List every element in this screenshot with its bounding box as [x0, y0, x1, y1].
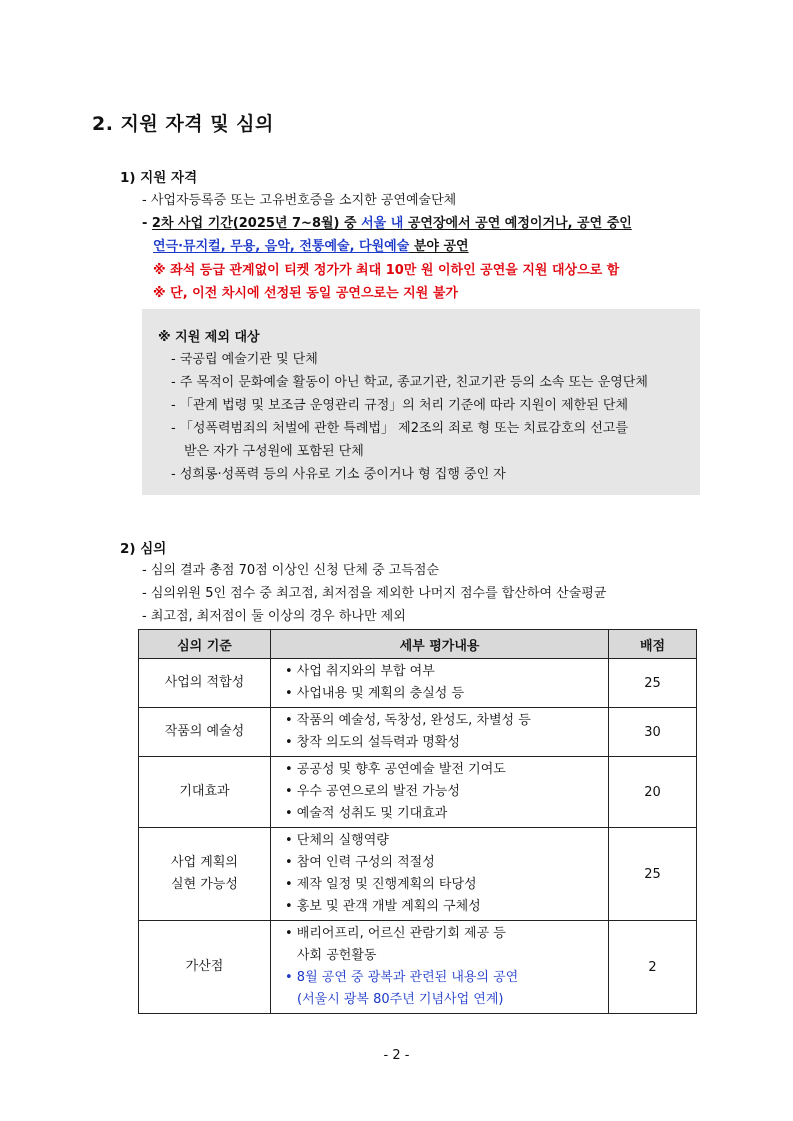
- table-row: [139, 757, 697, 828]
- exclusion-item: - 「성폭력범죄의 처벌에 관한 특례법」 제2조의 죄로 형 또는 치료감호의 선고를: [171, 421, 629, 436]
- criterion-text: 기대효과: [179, 784, 230, 799]
- header-criterion: 심의 기준: [139, 630, 271, 659]
- exclusion-title: ※ 지원 제외 대상: [158, 330, 260, 345]
- detail-item: • 사업 취지와의 부합 여부: [285, 664, 435, 679]
- detail-item: • 참여 인력 구성의 적절성: [285, 855, 435, 870]
- dash: -: [142, 216, 152, 231]
- details-cell: [271, 708, 609, 757]
- details-cell: [271, 659, 609, 708]
- review-line: - 심의 결과 총점 70점 이상인 신청 단체 중 고득점순: [142, 563, 440, 578]
- eligibility-line-3: [153, 235, 469, 254]
- exclusion-item: - 주 목적이 문화예술 활동이 아닌 학교, 종교기관, 친교기관 등의 소속 또는 운영단체: [171, 375, 648, 390]
- table-row: [139, 828, 697, 921]
- table-row: [139, 659, 697, 708]
- criterion-text: 사업 계획의: [171, 855, 238, 870]
- seoul-text: 서울 내: [361, 216, 404, 231]
- review-line: - 심의위원 5인 점수 중 최고점, 최저점을 제외한 나머지 점수를 합산하여 산술평균: [142, 586, 607, 601]
- criterion-text: 사업의 적합성: [164, 675, 245, 690]
- criteria-table: [138, 629, 697, 1014]
- header-score: 배점: [609, 630, 697, 659]
- table-row: [139, 708, 697, 757]
- review-line: - 최고점, 최저점이 둘 이상의 경우 하나만 제외: [142, 609, 406, 624]
- period-text-a: 2차 사업 기간(2025년 7~8월) 중: [151, 216, 362, 231]
- exclusion-item: - 「관계 법령 및 보조금 운영관리 규정」의 처리 기준에 따라 지원이 제한된 단체: [171, 398, 629, 413]
- criterion-cell: [139, 921, 271, 1014]
- details-cell: [271, 921, 609, 1014]
- genre-text: 연극·뮤지컬, 무용, 음악, 전통예술, 다원예술: [153, 239, 410, 254]
- detail-item: • 배리어프리, 어르신 관람기회 제공 등: [285, 926, 506, 941]
- detail-item-continued: 사회 공헌활동: [297, 948, 377, 963]
- period-text: [152, 216, 632, 231]
- criterion-text: 가산점: [185, 959, 224, 974]
- detail-item: • 예술적 성취도 및 기대효과: [285, 806, 448, 821]
- detail-item: • 단체의 실행역량: [285, 833, 389, 848]
- detail-item: • 작품의 예술성, 독창성, 완성도, 차별성 등: [285, 713, 531, 728]
- review-heading: 2) 심의: [120, 541, 167, 557]
- page-number: - 2 -: [383, 1048, 410, 1063]
- criterion-cell: [139, 828, 271, 921]
- header-details: 세부 평가내용: [271, 630, 609, 659]
- score-cell: 25: [609, 828, 697, 921]
- score-cell: 30: [609, 708, 697, 757]
- criterion-cell: [139, 659, 271, 708]
- eligibility-line-1: - 사업자등록증 또는 고유번호증을 소지한 공연예술단체: [142, 193, 457, 208]
- score-cell: 25: [609, 659, 697, 708]
- score-cell: 20: [609, 757, 697, 828]
- details-cell: [271, 757, 609, 828]
- detail-item: • 홍보 및 관객 개발 계획의 구체성: [285, 899, 481, 914]
- note-prior-selection: ※ 단, 이전 차시에 선정된 동일 공연으로는 지원 불가: [153, 286, 458, 301]
- eligibility-line-2: [142, 212, 632, 231]
- exclusion-item-continued: 받은 자가 구성원에 포함된 단체: [184, 444, 364, 459]
- detail-item: • 우수 공연으로의 발전 가능성: [285, 784, 460, 799]
- detail-item-highlight-continued: (서울시 광복 80주년 기념사업 연계): [297, 992, 504, 1007]
- detail-item: • 창작 의도의 설득력과 명확성: [285, 735, 460, 750]
- period-text-c: 공연장에서 공연 예정이거나, 공연 중인: [403, 216, 632, 231]
- score-cell: 2: [609, 921, 697, 1014]
- criterion-cell: [139, 708, 271, 757]
- exclusion-item: - 국공립 예술기관 및 단체: [171, 352, 318, 367]
- detail-item: • 사업내용 및 계획의 충실성 등: [285, 686, 465, 701]
- detail-item: • 제작 일정 및 진행계획의 타당성: [285, 877, 477, 892]
- table-row: [139, 921, 697, 1014]
- section-title: 2. 지원 자격 및 심의: [92, 113, 274, 135]
- eligibility-heading: 1) 지원 자격: [120, 170, 198, 186]
- criterion-text: 작품의 예술성: [164, 724, 245, 739]
- criterion-cell: [139, 757, 271, 828]
- table-header-row: [139, 630, 697, 659]
- details-cell: [271, 828, 609, 921]
- note-ticket-price: ※ 좌석 등급 관계없이 티켓 정가가 최대 10만 원 이하인 공연을 지원 대상으로 함: [153, 263, 620, 278]
- genre-suffix: 분야 공연: [409, 239, 469, 254]
- exclusion-item: - 성희롱·성폭력 등의 사유로 기소 중이거나 형 집행 중인 자: [171, 467, 506, 482]
- criterion-text: 실현 가능성: [171, 877, 238, 892]
- detail-item-highlight: • 8월 공연 중 광복과 관련된 내용의 공연: [285, 970, 519, 985]
- detail-item: • 공공성 및 향후 공연예술 발전 기여도: [285, 762, 506, 777]
